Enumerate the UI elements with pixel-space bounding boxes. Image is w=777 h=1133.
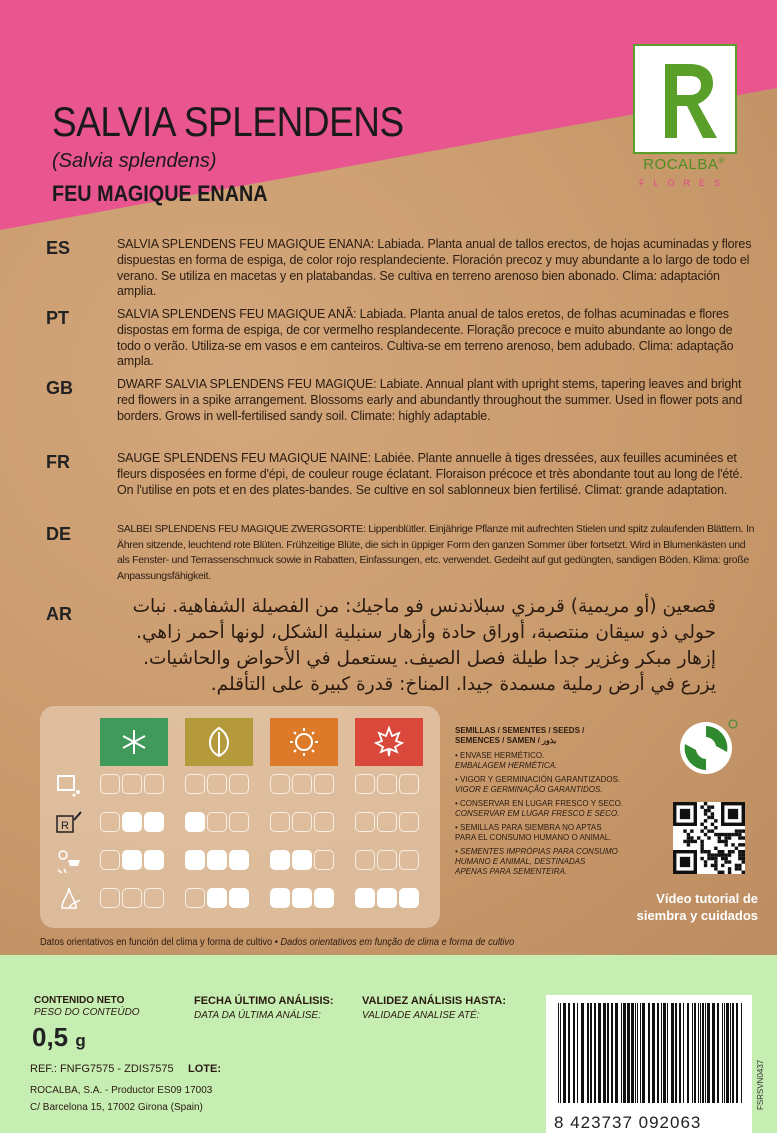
transplant-icon-glyph <box>54 846 84 874</box>
spec-line: APENAS PARA SEMENTEIRA. <box>455 867 568 876</box>
calendar-cell <box>122 888 142 908</box>
calendar-cell <box>100 850 120 870</box>
calendar-cell <box>229 774 249 794</box>
company-address: C/ Barcelona 15, 17002 Girona (Spain) <box>30 1102 203 1113</box>
calendar-cell <box>292 774 312 794</box>
calendar-cell <box>377 850 397 870</box>
calendar-cell <box>207 888 227 908</box>
calendar-cell <box>377 774 397 794</box>
description-ar: قصعين (أو مريمية) قرمزي سبلاندنس فو ماجيك: من الفصيلة الشفاهية. نبات حولي ذو سيقان منتصبة، أوراق حادة وأزهار سنبلية الشكل، لونها أحمر زاهي. إزهار مبكر وغزير جدا طيلة فصل الصيف. يستعمل في الأحواض والحاشيات. يزرع في أرض رملية مسمدة جيدا. المناخ: قدرة كبيرة على التأقلم. <box>132 596 716 695</box>
description-gb: DWARF SALVIA SPLENDENS FEU MAGIQUE: Labiate. Annual plant with upright stems, tapering leaves and bright red flowers in a spike arrangement. Blossoms early and abundantly throughout the summer. Used in flower pots and borders. Grows in well-fertilised sandy soil. Climate: highly adaptable. <box>117 377 743 423</box>
reference-code: REF.: FNFG7575 - ZDIS7575 <box>30 1063 174 1075</box>
lot-label: LOTE: <box>188 1063 221 1075</box>
sowing-icon-glyph <box>54 770 84 798</box>
video-tutorial-label <box>608 890 758 924</box>
specs-heading-2: SEMENCES / SAMEN / بذور <box>455 736 557 745</box>
specs-heading: SEMILLAS / SEMENTES / SEEDS / <box>455 726 585 735</box>
lang-code-gb: GB <box>46 378 73 398</box>
spec-line: PARA EL CONSUMO HUMANO O ANIMAL. <box>455 833 612 842</box>
sowing-tray-icon-glyph <box>54 808 84 836</box>
calendar-cell <box>144 774 164 794</box>
description-de: SALBEI SPLENDENS FEU MAGIQUE ZWERGSORTE: Lippenblütler. Einjährige Pflanze mit aufrechten Stielen und spitz zulaufenden Blättern. In Ähren sitzende, leuchtend rote Blüten. Frühzeitige Blüte, die sich in üppiger Form den ganzen Sommer über fortsetzt. Wird in Blumenkästen und als Fenster- und Terrassenschmuck sowie in Rabatten, Einfassungen, etc. verwendet. Gedeiht auf gut gedüngten, sandigen Böden. Klima: große Anpassungsfähigkeit. <box>117 523 755 582</box>
calendar-cell <box>185 888 205 908</box>
net-content-label: CONTENIDO NETO <box>34 995 125 1006</box>
description-es: SALVIA SPLENDENS FEU MAGIQUE ENANA: Labiada. Planta anual de tallos erectos, de hojas acuminadas y flores dispuestas en forma de espiga, de color rojo resplandeciente. Floración precoz y muy abundante a lo largo de todo el verano. Se utiliza en macetas y en platabandas. Se cultiva en terreno arenoso bien abonado. Clima: adaptación amplia. <box>117 237 752 299</box>
note-es: Datos orientativos en función del clima y forma de cultivo • <box>40 937 278 948</box>
qr-code[interactable] <box>673 802 745 874</box>
calendar-cell <box>229 850 249 870</box>
rocalba-logo <box>625 44 743 194</box>
calendar-cell <box>355 812 375 832</box>
calendar-cell <box>399 774 419 794</box>
calendar-cell <box>292 888 312 908</box>
calendar-cell <box>122 812 142 832</box>
lang-code-ar: AR <box>46 604 72 624</box>
calendar-cell <box>314 888 334 908</box>
calendar-cell <box>314 812 334 832</box>
variety-name: FEU MAGIQUE ENANA <box>52 181 268 206</box>
description-lead: DWARF SALVIA SPLENDENS FEU MAGIQUE: <box>117 377 377 391</box>
calendar-cell <box>122 850 142 870</box>
product-title: SALVIA SPLENDENS <box>52 98 404 145</box>
vertical-code: FSRSVN0437 <box>756 1059 765 1110</box>
logo-tagline: FLORES <box>638 178 729 188</box>
logo-frame <box>633 44 737 154</box>
calendar-cell <box>185 850 205 870</box>
description-lead: SAUGE SPLENDENS FEU MAGIQUE NAINE: <box>117 451 371 465</box>
validity-label-pt: VALIDADE ANALISE ATÉ: <box>362 1010 480 1021</box>
calendar-cell <box>100 774 120 794</box>
validity-label: VALIDEZ ANÁLISIS HASTA: <box>362 995 507 1007</box>
spec-line: VIGOR E GERMINAÇÃO GARANTIDOS. <box>455 785 603 794</box>
snowflake-icon <box>100 718 168 766</box>
maple-leaf-icon <box>355 718 423 766</box>
lang-code-es: ES <box>46 238 71 258</box>
calendar-cell <box>270 888 290 908</box>
guidance-note <box>40 937 514 948</box>
calendar-cell <box>270 850 290 870</box>
flowering-icon <box>54 884 84 912</box>
calendar-cell <box>144 888 164 908</box>
spec-line: CONSERVAR EM LUGAR FRESCO E SECO. <box>455 809 620 818</box>
company-info: ROCALBA, S.A. - Productor ES09 17003 <box>30 1085 213 1096</box>
season-snowflake <box>100 718 168 766</box>
calendar-cell <box>377 812 397 832</box>
calendar-cell <box>314 850 334 870</box>
spec-line: • VIGOR Y GERMINACIÓN GARANTIZADOS. <box>455 775 621 784</box>
calendar-cell <box>229 812 249 832</box>
calendar-cell <box>355 774 375 794</box>
description-lead: SALBEI SPLENDENS FEU MAGIQUE ZWERGSORTE: <box>117 523 366 535</box>
note-pt: Dados orientativos em função de clima e forma de cultivo <box>280 937 515 948</box>
calendar-cell <box>100 812 120 832</box>
calendar-cell <box>399 850 419 870</box>
calendar-cell <box>292 850 312 870</box>
calendar-cell <box>399 812 419 832</box>
description-lead: SALVIA SPLENDENS FEU MAGIQUE ENANA: <box>117 237 375 251</box>
sowing-icon <box>54 770 84 798</box>
leaf-icon <box>185 718 253 766</box>
season-sun <box>270 718 338 766</box>
calendar-cell <box>207 812 227 832</box>
calendar-cell <box>314 774 334 794</box>
season-leaf <box>185 718 253 766</box>
season-maple-leaf <box>355 718 423 766</box>
net-content-label-pt: PESO DO CONTEÚDO <box>34 1007 140 1018</box>
calendar-cell <box>229 888 249 908</box>
calendar-cell <box>144 812 164 832</box>
calendar-cell <box>207 850 227 870</box>
logo-letter-r <box>635 46 735 152</box>
spec-line: • SEMILLAS PARA SIEMBRA NO APTAS <box>455 823 602 832</box>
calendar-cell <box>185 774 205 794</box>
spec-line: • CONSERVAR EN LUGAR FRESCO Y SECO. <box>455 799 624 808</box>
specs-list <box>455 751 670 877</box>
net-weight: 0,5 g <box>32 1022 86 1052</box>
spec-line: • ENVASE HERMÉTICO. <box>455 751 545 760</box>
calendar-cell <box>100 888 120 908</box>
calendar-cell <box>377 888 397 908</box>
svg-text:R: R <box>61 820 69 832</box>
seed-specs <box>455 726 670 877</box>
calendar-cell <box>292 812 312 832</box>
barcode-bars <box>546 995 752 1105</box>
sowing-tray-icon <box>54 808 84 836</box>
logo-brand-name: ROCALBA® <box>643 156 725 173</box>
calendar-cell <box>270 774 290 794</box>
video-label-line-2: siembra y cuidados <box>636 908 758 923</box>
analysis-date-label-pt: DATA DA ÚLTIMA ANÁLISE: <box>194 1010 321 1021</box>
description-pt: SALVIA SPLENDENS FEU MAGIQUE ANÃ: Labiada. Planta anual de talos eretos, de folhas acuminadas e flores dispostas em forma de espiga, de cor vermelho resplandecente. Floração precoce e muito abundante ao longo de todo o verão. Utiliza-se em vasos e em canteiros. Cultiva-se em terreno arenoso, bem adubado. Clima: adaptação ampla. <box>117 307 734 369</box>
description-lead: SALVIA SPLENDENS FEU MAGIQUE ANÃ: <box>117 307 357 321</box>
sowing-calendar <box>40 706 440 928</box>
lang-code-de: DE <box>46 524 72 544</box>
calendar-cell <box>270 812 290 832</box>
video-label-line-1: Vídeo tutorial de <box>656 891 758 906</box>
calendar-cell <box>185 812 205 832</box>
flowering-icon-glyph <box>54 884 84 912</box>
qr-code-icon <box>673 802 745 874</box>
calendar-cell <box>399 888 419 908</box>
calendar-cell <box>144 850 164 870</box>
calendar-cell <box>355 850 375 870</box>
description-fr: SAUGE SPLENDENS FEU MAGIQUE NAINE: Labiée. Plante annuelle à tiges dressées, aux feuilles acuminées et fleurs disposées en forme d'épi, de couleur rouge éclatant. Floraison précoce et très abondante tout au long de l'été. On l'utilise en pots et en des plates-bandes. Se cultive en sol sablonneux bien fertilisé. Climat: grande adaptation. <box>117 451 743 497</box>
calendar-cell <box>355 888 375 908</box>
spec-line: HUMANO E ANIMAL, DESTINADAS <box>455 857 586 866</box>
calendar-cell <box>122 774 142 794</box>
calendar-cell <box>207 774 227 794</box>
analysis-date-label: FECHA ÚLTIMO ANÁLISIS: <box>194 995 334 1007</box>
spec-line: • SEMENTES IMPRÓPIAS PARA CONSUMO <box>455 847 618 856</box>
lang-code-pt: PT <box>46 308 70 328</box>
barcode-number: 8 423737 092063 <box>554 1113 702 1132</box>
spec-line: EMBALAGEM HERMÉTICA. <box>455 761 558 770</box>
transplant-icon <box>54 846 84 874</box>
scientific-name: (Salvia splendens) <box>52 150 217 172</box>
sun-icon <box>270 718 338 766</box>
lang-code-fr: FR <box>46 452 70 472</box>
green-dot-recycle-icon <box>678 718 738 778</box>
